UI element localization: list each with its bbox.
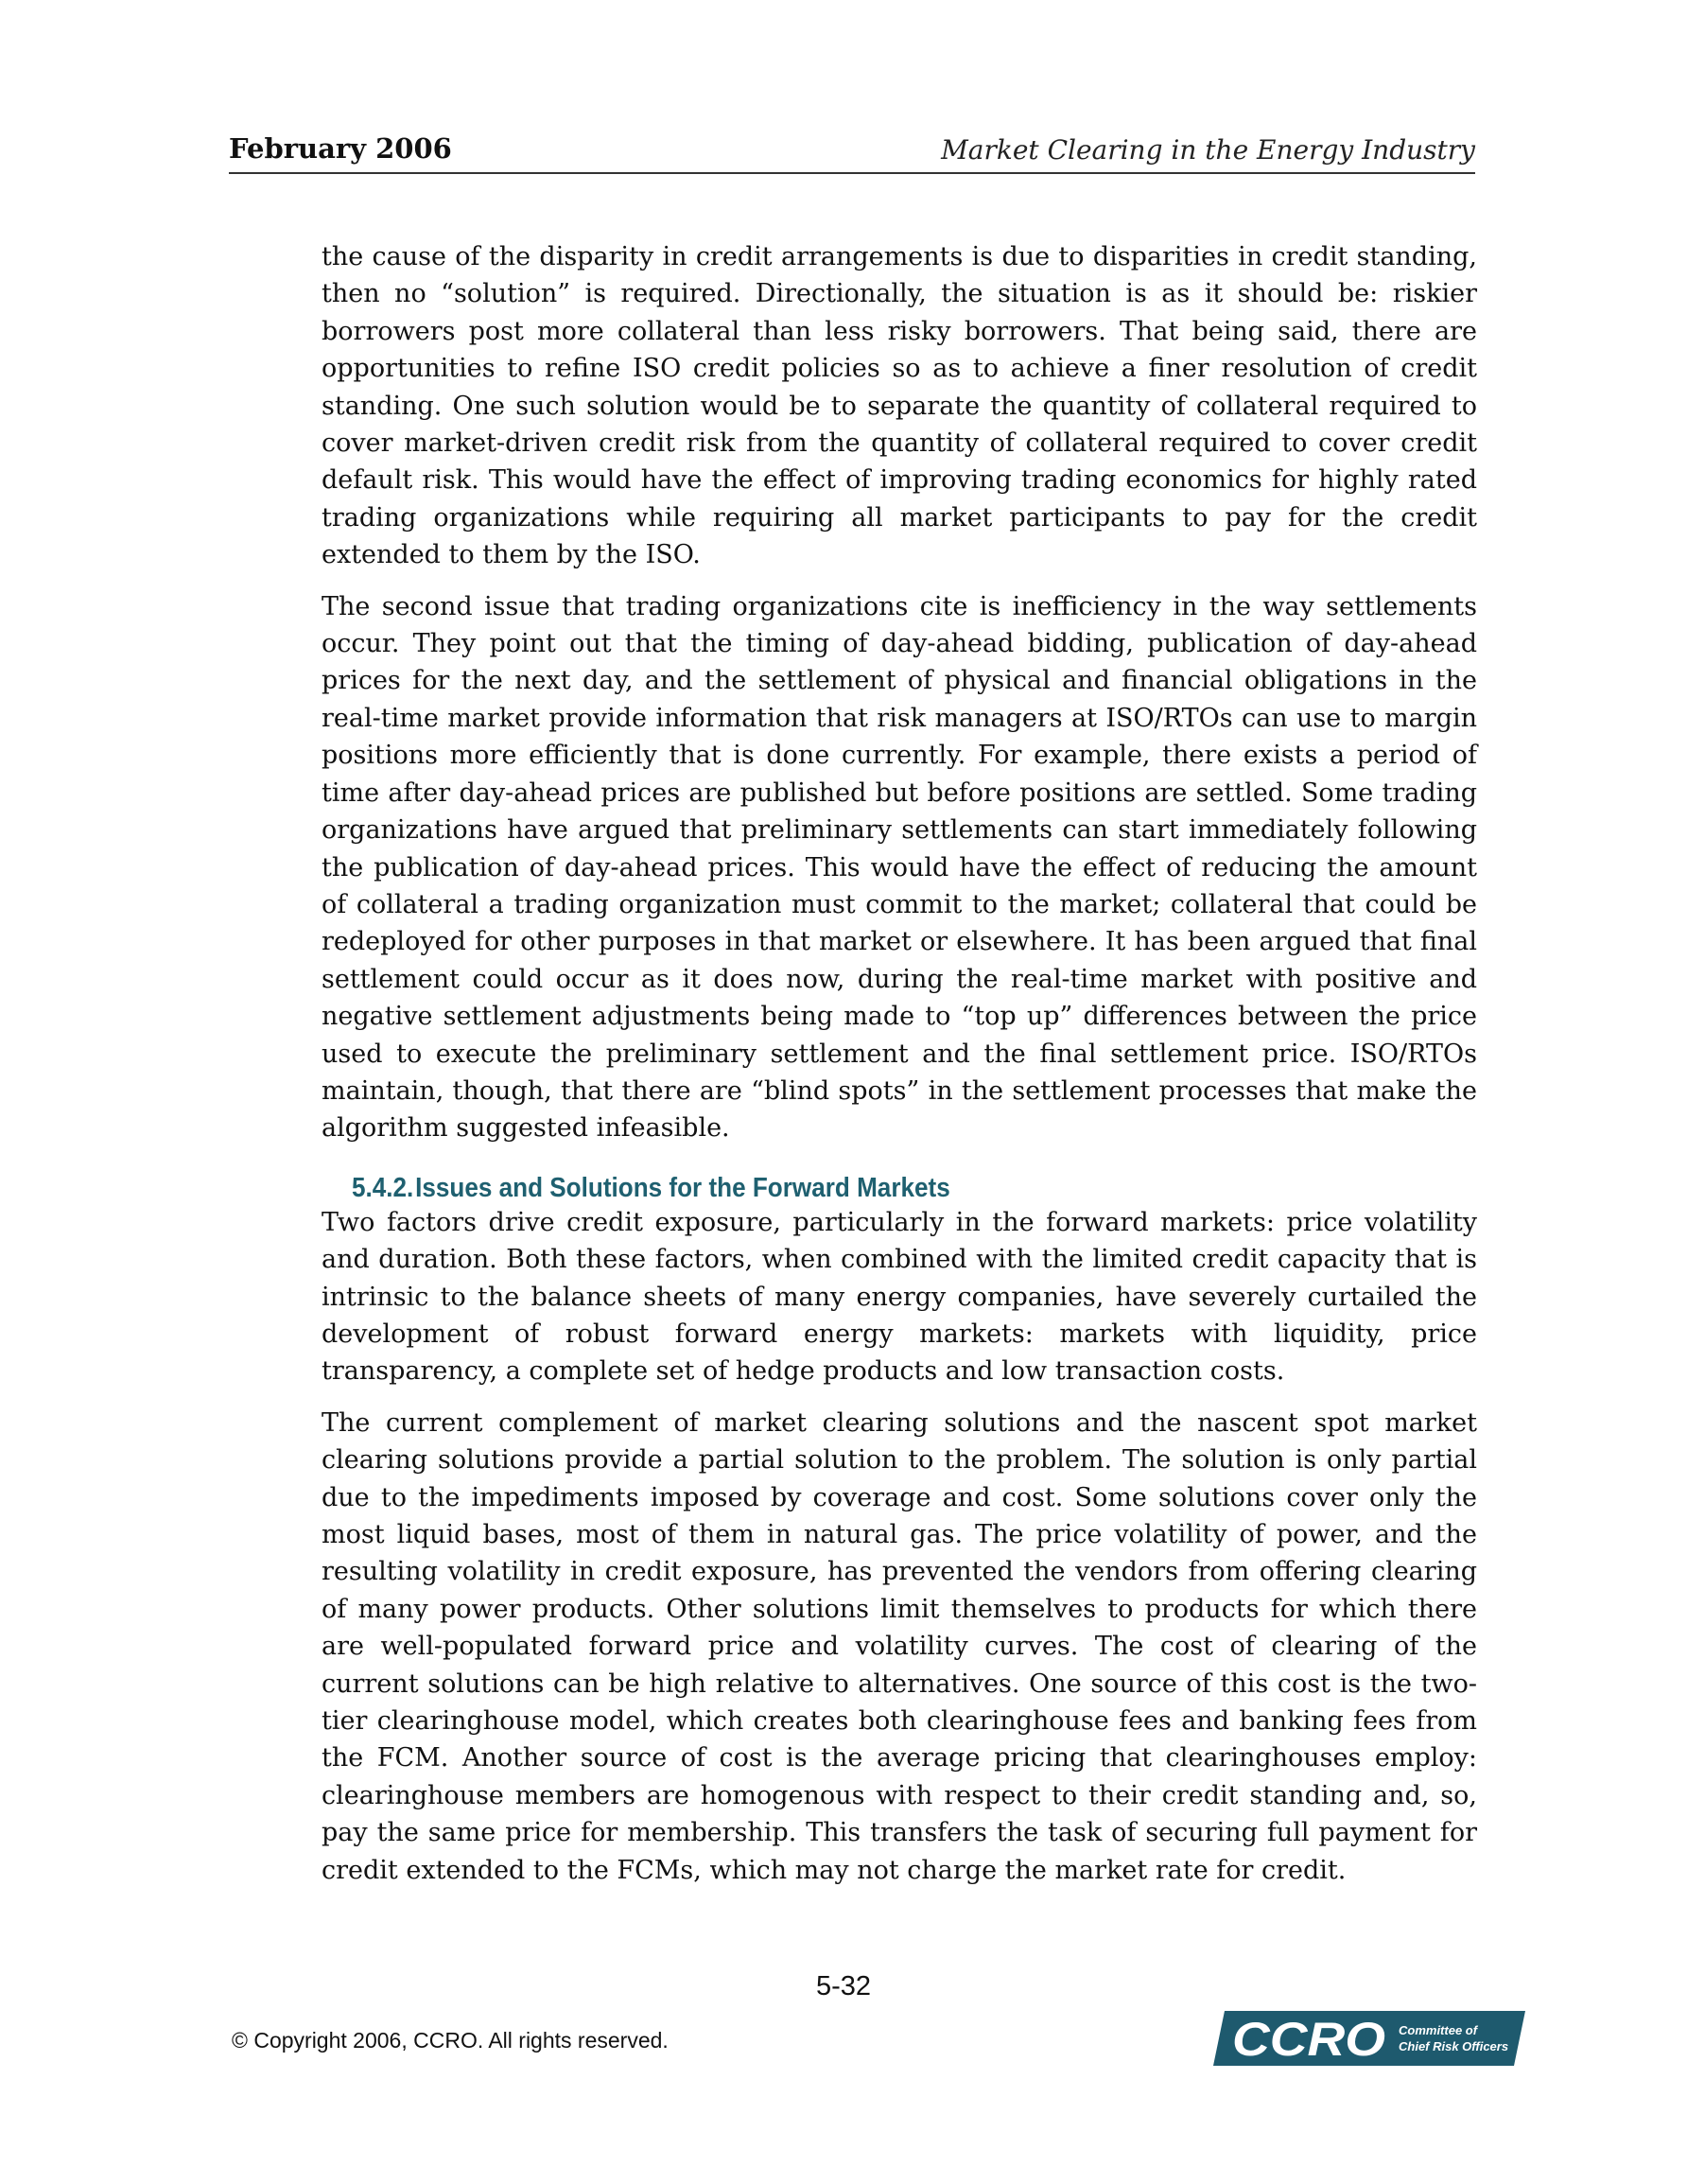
- section-title: Issues and Solutions for the Forward Markets: [415, 1172, 950, 1203]
- section-heading: [352, 1172, 1365, 1204]
- section-paragraph-2: The current complement of market clearing solutions and the nascent spot market clearing solutions provide a partial solution to the problem. The solution is only partial due to the impediments imposed by coverage and cost. Some solutions cover only the most liquid bases, most of them in natural gas. The price volatility of power, and the resulting volatility in credit exposure, has prevented the vendors from offering clearing of many power products. Other solutions limit themselves to products for which there are well-populated forward price and volatility curves. The cost of clearing of the current solutions can be high relative to alternatives. One source of this cost is the two-tier clearinghouse model, which creates both clearinghouse fees and banking fees from the FCM. Another source of cost is the average pricing that clearinghouses employ: clearinghouse members are homogenous with respect to their credit standing and, so, pay the same price for membership. This transfers the task of securing full payment for credit extended to the FCMs, which may not charge the market rate for credit.: [322, 1407, 1477, 1885]
- logo-tagline-2: Chief Risk Officers: [1399, 2039, 1509, 2053]
- header-title: Market Clearing in the Energy Industry: [941, 134, 1475, 166]
- ccro-logo: [1213, 2011, 1525, 2066]
- logo-tagline-1: Committee of: [1399, 2023, 1478, 2037]
- section-number: 5.4.2.: [352, 1172, 414, 1203]
- page-header: [229, 131, 1475, 174]
- body-paragraph-2: The second issue that trading organizations cite is inefficiency in the way settlements occur. They point out that the timing of day-ahead bidding, publication of day-ahead prices for the next day, and the settlement of physical and financial obligations in the real-time market provide information that risk managers at ISO/RTOs can use to margin positions more efficiently that is done currently. For example, there exists a period of time after day-ahead prices are published but before positions are settled. Some trading organizations have argued that preliminary settlements can start immediately following the publication of day-ahead prices. This would have the effect of reducing the amount of collateral a trading organization must commit to the market; collateral that could be redeployed for other purposes in that market or elsewhere. It has been argued that final settlement could occur as it does now, during the real-time market with positive and negative settlement adjustments being made to “top up” differences between the price used to execute the preliminary settlement and the final settlement price. ISO/RTOs maintain, though, that there are “blind spots” in the settlement processes that make the algorithm suggested infeasible.: [322, 591, 1477, 1144]
- section-paragraph-1: Two factors drive credit exposure, particularly in the forward markets: price volatility and duration. Both these factors, when combined with the limited credit capacity that is intrinsic to the balance sheets of many energy companies, have severely curtailed the development of robust forward energy markets: markets with liquidity, price transparency, a complete set of hedge products and low transaction costs.: [322, 1207, 1477, 1387]
- page-number: 5-32: [815, 1971, 872, 2001]
- document-body: [322, 238, 1477, 1903]
- copyright-notice: © Copyright 2006, CCRO. All rights reserved.: [232, 2028, 669, 2053]
- body-paragraph-1: the cause of the disparity in credit arrangements is due to disparities in credit standing, then no “solution” is required. Directionally, the situation is as it should be: riskier borrowers post more collateral than less risky borrowers. That being said, there are opportunities to refine ISO credit policies so as to achieve a finer resolution of credit standing. One such solution would be to separate the quantity of collateral required to cover market-driven credit risk from the quantity of collateral required to cover credit default risk. This would have the effect of improving trading economics for highly rated trading organizations while requiring all market participants to pay for the credit extended to them by the ISO.: [322, 242, 1477, 570]
- header-date: February 2006: [229, 132, 452, 165]
- logo-wordmark: CCRO: [1232, 2013, 1386, 2066]
